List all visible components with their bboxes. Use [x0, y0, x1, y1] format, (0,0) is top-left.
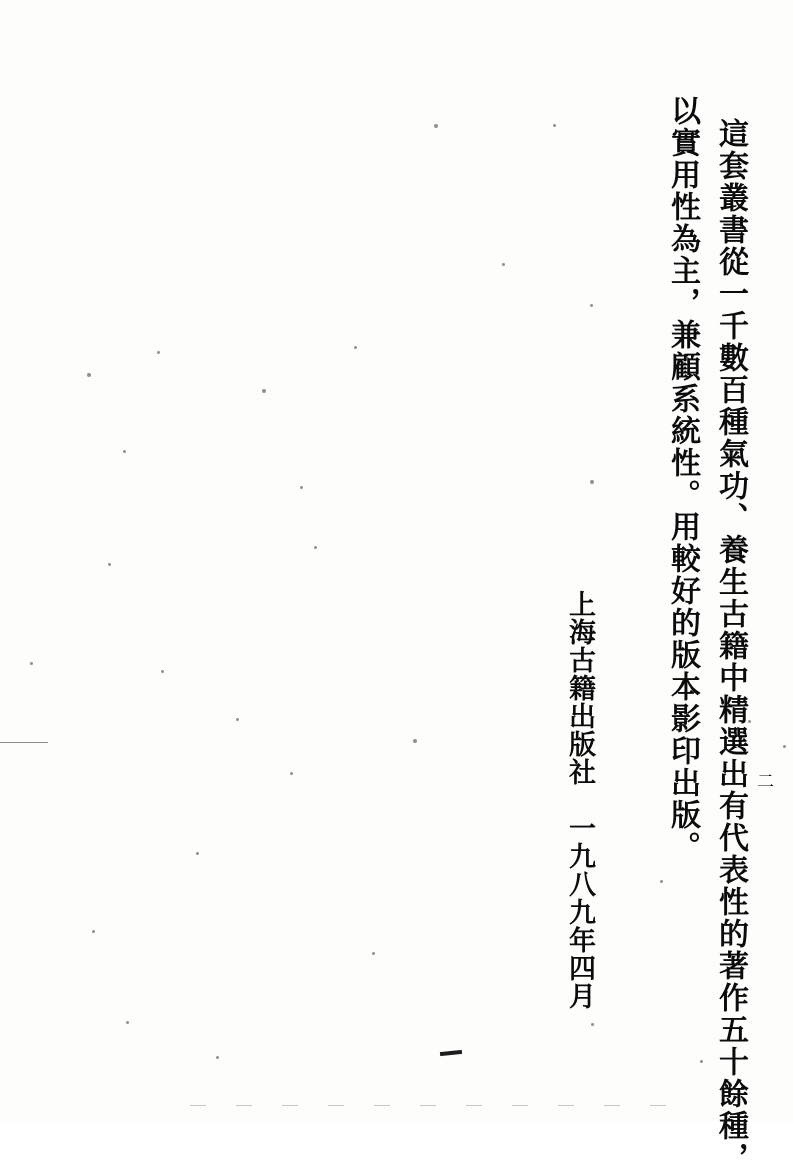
scan-speck	[372, 952, 375, 955]
scan-speck	[87, 373, 91, 377]
scan-speck	[590, 480, 594, 484]
scan-speck	[123, 450, 126, 453]
page-number: 二	[753, 772, 773, 789]
scan-speck	[783, 745, 786, 748]
scan-speck	[290, 772, 293, 775]
scan-speck	[591, 1023, 594, 1026]
scan-speck	[92, 930, 95, 933]
scan-speck	[434, 124, 438, 128]
scan-stray-mark	[440, 1050, 462, 1056]
scan-speck	[354, 346, 357, 349]
scan-speck	[30, 662, 33, 665]
scan-speck	[553, 124, 556, 127]
scan-speck	[502, 263, 505, 266]
body-text-line-2: 以實用性為主，兼顧系統性。用較好的版本影印出版。	[665, 95, 700, 863]
scan-speck	[413, 739, 417, 743]
scan-edge-mark	[0, 742, 48, 743]
scan-speck	[314, 546, 317, 549]
scan-speck	[262, 389, 266, 393]
body-text-line-1: 這套叢書從一千數百種氣功、養生古籍中精選出有代表性的著作五十餘種，	[713, 118, 748, 1174]
scan-speck	[590, 304, 593, 307]
scan-speck	[660, 880, 663, 883]
scan-speck	[748, 720, 751, 723]
scan-bottom-speckle-line	[190, 1105, 670, 1106]
scan-speck	[300, 486, 303, 489]
scan-speck	[196, 852, 199, 855]
publisher-and-date: 上海古籍出版社 一九八九年四月	[564, 590, 595, 1010]
scan-speck	[700, 1060, 703, 1063]
scan-speck	[236, 718, 239, 721]
scan-speck	[161, 670, 164, 673]
scan-speck	[157, 351, 160, 354]
scan-speck	[216, 1056, 219, 1059]
scan-speck	[126, 1021, 129, 1024]
scan-speck	[108, 563, 111, 566]
